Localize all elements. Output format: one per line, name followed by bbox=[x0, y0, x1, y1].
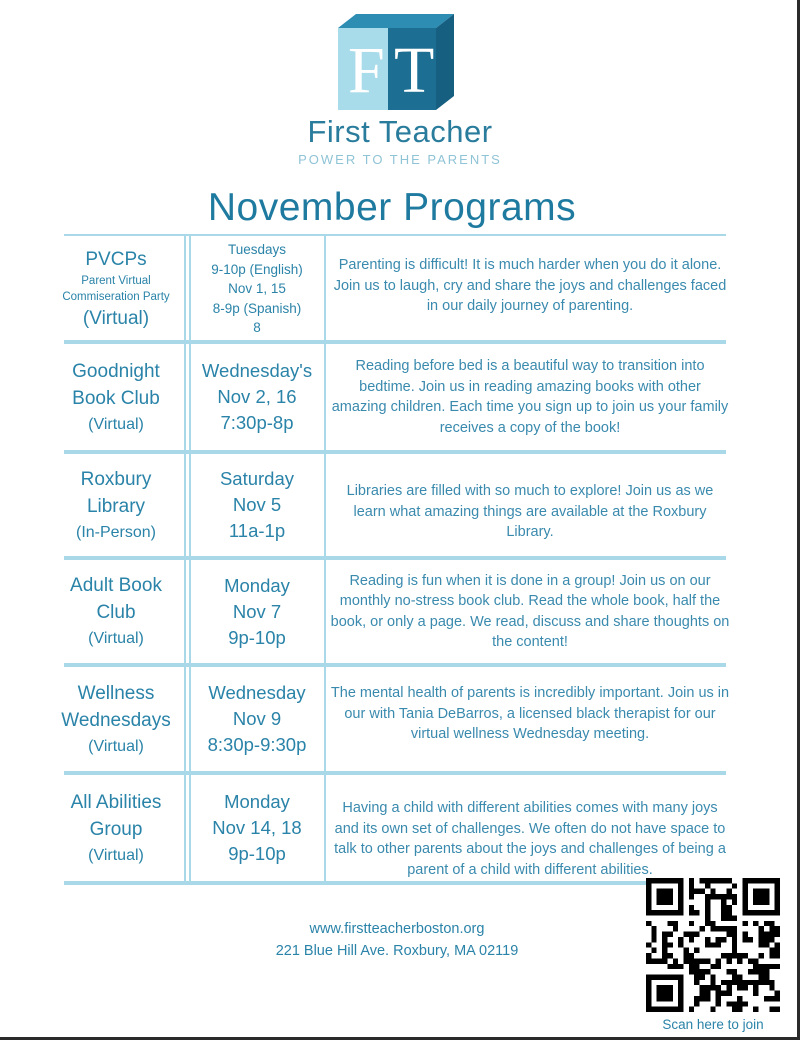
qr-module bbox=[753, 921, 758, 926]
qr-module bbox=[716, 878, 721, 883]
qr-module bbox=[732, 1007, 737, 1012]
qr-module bbox=[678, 942, 683, 947]
qr-module bbox=[726, 926, 731, 931]
qr-module bbox=[705, 969, 710, 974]
qr-module bbox=[737, 1001, 742, 1006]
qr-module bbox=[694, 932, 699, 937]
qr-module bbox=[726, 953, 731, 958]
address: 221 Blue Hill Ave. Roxbury, MA 02119 bbox=[275, 943, 519, 959]
qr-module bbox=[726, 932, 731, 937]
qr-module bbox=[732, 948, 737, 953]
qr-module bbox=[705, 937, 710, 942]
qr-module bbox=[732, 932, 737, 937]
qr-module bbox=[721, 899, 726, 904]
qr-module bbox=[775, 953, 780, 958]
qr-module bbox=[764, 937, 769, 942]
qr-module bbox=[726, 958, 731, 963]
qr-module bbox=[769, 932, 774, 937]
qr-module bbox=[737, 1007, 742, 1012]
qr-module bbox=[689, 905, 694, 910]
svg-text:T: T bbox=[394, 34, 435, 107]
qr-module bbox=[732, 916, 737, 921]
qr-module bbox=[689, 878, 694, 883]
program-name: Goodnight Book Club (Virtual) bbox=[72, 360, 160, 433]
qr-module bbox=[716, 894, 721, 899]
qr-module bbox=[694, 974, 699, 979]
qr-module bbox=[769, 953, 774, 958]
qr-module bbox=[662, 932, 667, 937]
qr-module bbox=[732, 980, 737, 985]
qr-module bbox=[742, 921, 747, 926]
qr-module bbox=[673, 921, 678, 926]
qr-module bbox=[689, 937, 694, 942]
qr-module bbox=[753, 889, 769, 905]
qr-module bbox=[646, 942, 651, 947]
qr-module bbox=[775, 991, 780, 996]
qr-module bbox=[764, 942, 769, 947]
qr-module bbox=[710, 894, 715, 899]
qr-module bbox=[732, 883, 737, 888]
qr-module bbox=[705, 985, 710, 990]
qr-module bbox=[764, 969, 769, 974]
program-description: The mental health of parents is incredibly important. Join us in our with Tania DeBarros, a licensed black therapist for our virtual wellness Wednesday meeting. bbox=[330, 685, 730, 743]
program-name: Roxbury Library (In-Person) bbox=[75, 468, 157, 541]
qr-module bbox=[694, 1001, 699, 1006]
qr-module bbox=[716, 991, 721, 996]
qr-module bbox=[759, 980, 764, 985]
qr-module bbox=[657, 889, 673, 905]
qr-module bbox=[700, 996, 705, 1001]
qr-module bbox=[775, 1007, 780, 1012]
qr-module bbox=[769, 1007, 774, 1012]
qr-module bbox=[689, 964, 694, 969]
qr-module bbox=[662, 953, 667, 958]
qr-module bbox=[726, 969, 731, 974]
qr-module bbox=[732, 942, 737, 947]
qr-module bbox=[710, 878, 715, 883]
program-description: Reading before bed is a beautiful way to transition into bedtime. Join us in reading amazing books with other amazing children. Each time you sign up to join us your family receives a copy of the book! bbox=[331, 358, 729, 436]
qr-module bbox=[769, 996, 774, 1001]
qr-module bbox=[716, 958, 721, 963]
qr-module bbox=[678, 937, 683, 942]
qr-module bbox=[764, 980, 769, 985]
svg-text:F: F bbox=[348, 34, 385, 107]
qr-module bbox=[689, 883, 694, 888]
qr-module bbox=[753, 969, 758, 974]
qr-module bbox=[721, 910, 726, 915]
qr-module bbox=[742, 953, 747, 958]
qr-module bbox=[726, 889, 731, 894]
program-description: Having a child with different abilities comes with many joys and its own set of challenges. We often do not have space to talk to other parents about the joys and challenges of being a parent of a child with different abilities. bbox=[334, 800, 726, 878]
qr-module bbox=[700, 958, 705, 963]
qr-module bbox=[667, 932, 672, 937]
qr-module bbox=[748, 980, 753, 985]
qr-module bbox=[700, 926, 705, 931]
qr-module bbox=[759, 937, 764, 942]
qr-module bbox=[759, 942, 764, 947]
qr-module bbox=[742, 937, 747, 942]
qr-module bbox=[737, 980, 742, 985]
qr-module bbox=[667, 942, 672, 947]
qr-module bbox=[651, 948, 656, 953]
qr-module bbox=[684, 948, 689, 953]
qr-module bbox=[710, 974, 715, 979]
qr-code[interactable] bbox=[646, 878, 780, 1012]
qr-caption: Scan here to join bbox=[662, 1017, 764, 1032]
program-schedule: Monday Nov 14, 18 9p-10p bbox=[212, 791, 302, 864]
qr-module bbox=[694, 910, 699, 915]
qr-module bbox=[753, 980, 758, 985]
program-name: All Abilities Group (Virtual) bbox=[70, 791, 162, 864]
qr-module bbox=[775, 932, 780, 937]
qr-module bbox=[732, 969, 737, 974]
qr-module bbox=[651, 932, 656, 937]
brand-name: First Teacher bbox=[307, 114, 493, 149]
qr-module bbox=[657, 958, 662, 963]
qr-module bbox=[689, 910, 694, 915]
qr-module bbox=[694, 958, 699, 963]
qr-module bbox=[759, 926, 764, 931]
qr-module bbox=[657, 985, 673, 1001]
qr-module bbox=[662, 948, 667, 953]
qr-module bbox=[673, 964, 678, 969]
qr-module bbox=[694, 996, 699, 1001]
qr-module bbox=[726, 905, 731, 910]
qr-module bbox=[721, 905, 726, 910]
qr-module bbox=[721, 953, 726, 958]
qr-module bbox=[753, 958, 758, 963]
qr-module bbox=[742, 932, 747, 937]
qr-module bbox=[737, 974, 742, 979]
qr-module bbox=[742, 1001, 747, 1006]
program-name: Wellness Wednesdays (Virtual) bbox=[61, 682, 171, 755]
qr-module bbox=[694, 969, 699, 974]
qr-module bbox=[775, 964, 780, 969]
qr-module bbox=[700, 974, 705, 979]
program-schedule: Monday Nov 7 9p-10p bbox=[224, 574, 290, 648]
qr-module bbox=[662, 942, 667, 947]
qr-module bbox=[742, 985, 747, 990]
program-description: Reading is fun when it is done in a group! Join us on our monthly no-stress book club. Read the whole book, half the book, or only a page. We read, discuss and share thoughts on the content! bbox=[330, 572, 730, 650]
qr-module bbox=[694, 889, 699, 894]
qr-module bbox=[721, 980, 726, 985]
program-schedule: Saturday Nov 5 11a-1p bbox=[219, 468, 295, 541]
column-divider bbox=[184, 234, 186, 884]
qr-module bbox=[748, 958, 753, 963]
qr-module bbox=[759, 932, 764, 937]
page-title: November Programs bbox=[207, 186, 577, 229]
qr-module bbox=[716, 964, 721, 969]
qr-module bbox=[716, 1001, 721, 1006]
qr-module bbox=[764, 932, 769, 937]
qr-module bbox=[726, 910, 731, 915]
qr-module bbox=[769, 948, 774, 953]
qr-module bbox=[732, 937, 737, 942]
qr-module bbox=[710, 964, 715, 969]
qr-module bbox=[705, 910, 710, 915]
qr-module bbox=[705, 996, 710, 1001]
qr-module bbox=[678, 964, 683, 969]
qr-module bbox=[689, 932, 694, 937]
qr-module bbox=[689, 953, 694, 958]
qr-module bbox=[667, 953, 672, 958]
qr-module bbox=[721, 878, 726, 883]
brand-tagline: POWER TO THE PARENTS bbox=[298, 152, 502, 167]
qr-module bbox=[764, 921, 769, 926]
qr-module bbox=[748, 937, 753, 942]
qr-module bbox=[710, 980, 715, 985]
qr-module bbox=[689, 958, 694, 963]
qr-module bbox=[689, 1007, 694, 1012]
qr-module bbox=[775, 996, 780, 1001]
column-divider bbox=[324, 234, 326, 884]
qr-module bbox=[764, 974, 769, 979]
qr-module bbox=[662, 958, 667, 963]
qr-module bbox=[667, 964, 672, 969]
contact-info bbox=[232, 918, 562, 962]
qr-module bbox=[769, 985, 774, 990]
qr-module bbox=[759, 974, 764, 979]
qr-module bbox=[753, 985, 758, 990]
qr-module bbox=[726, 894, 731, 899]
qr-module bbox=[710, 942, 715, 947]
website-link[interactable]: www.firstteacherboston.org bbox=[309, 921, 485, 937]
qr-module bbox=[700, 969, 705, 974]
qr-module bbox=[710, 889, 715, 894]
qr-module bbox=[775, 926, 780, 931]
qr-module bbox=[753, 1007, 758, 1012]
qr-module bbox=[716, 937, 721, 942]
qr-module bbox=[651, 926, 656, 931]
qr-module bbox=[737, 958, 742, 963]
qr-module bbox=[700, 985, 705, 990]
qr-module bbox=[726, 980, 731, 985]
qr-module bbox=[748, 969, 753, 974]
qr-module bbox=[753, 991, 758, 996]
qr-module bbox=[667, 921, 672, 926]
qr-module bbox=[710, 921, 715, 926]
program-schedule: Wednesday's Nov 2, 16 7:30p-8p bbox=[201, 360, 313, 433]
qr-module bbox=[700, 878, 705, 883]
program-description: Libraries are filled with so much to explore! Join us as we learn what amazing things are available at the Roxbury Library. bbox=[346, 483, 714, 541]
qr-module bbox=[705, 883, 710, 888]
qr-module bbox=[769, 926, 774, 931]
qr-module bbox=[705, 958, 710, 963]
qr-module bbox=[716, 996, 721, 1001]
qr-module bbox=[689, 889, 694, 894]
qr-module bbox=[705, 991, 710, 996]
qr-module bbox=[732, 1001, 737, 1006]
qr-module bbox=[710, 985, 715, 990]
qr-module bbox=[732, 974, 737, 979]
qr-module bbox=[700, 991, 705, 996]
qr-module bbox=[673, 958, 678, 963]
qr-module bbox=[684, 958, 689, 963]
qr-module bbox=[716, 985, 721, 990]
qr-module bbox=[753, 964, 758, 969]
qr-module bbox=[721, 937, 726, 942]
qr-module bbox=[694, 948, 699, 953]
qr-module bbox=[646, 921, 651, 926]
qr-module bbox=[775, 942, 780, 947]
qr-module bbox=[721, 926, 726, 931]
qr-module bbox=[732, 894, 737, 899]
qr-module bbox=[732, 953, 737, 958]
qr-module bbox=[684, 953, 689, 958]
qr-module bbox=[710, 926, 715, 931]
qr-module bbox=[646, 958, 651, 963]
qr-module bbox=[662, 937, 667, 942]
qr-module bbox=[705, 899, 710, 904]
table-rule bbox=[64, 234, 726, 236]
qr-module bbox=[689, 894, 694, 899]
qr-module bbox=[732, 926, 737, 931]
qr-module bbox=[705, 878, 710, 883]
qr-module bbox=[737, 953, 742, 958]
program-description: Parenting is difficult! It is much harder when you do it alone. Join us to laugh, cry and share the joys and challenges faced in our daily journey of parenting. bbox=[333, 257, 727, 315]
qr-module bbox=[726, 985, 731, 990]
qr-module bbox=[646, 953, 651, 958]
qr-module bbox=[775, 948, 780, 953]
qr-module bbox=[673, 926, 678, 931]
program-schedule: Tuesdays 9-10p (English) Nov 1, 15 8-9p (Spanish) 8 bbox=[211, 242, 303, 336]
qr-module bbox=[769, 937, 774, 942]
qr-module bbox=[759, 969, 764, 974]
qr-module bbox=[769, 980, 774, 985]
qr-module bbox=[710, 1007, 715, 1012]
qr-module bbox=[651, 937, 656, 942]
qr-module bbox=[694, 980, 699, 985]
qr-module bbox=[721, 916, 726, 921]
qr-module bbox=[726, 878, 731, 883]
qr-module bbox=[705, 894, 710, 899]
qr-module bbox=[694, 964, 699, 969]
program-name: PVCPs Parent Virtual Commiseration Party (Virtual) bbox=[62, 249, 170, 329]
qr-module bbox=[726, 1001, 731, 1006]
qr-module bbox=[737, 985, 742, 990]
qr-module bbox=[689, 921, 694, 926]
qr-module bbox=[732, 899, 737, 904]
column-divider bbox=[189, 234, 191, 884]
qr-module bbox=[726, 991, 731, 996]
qr-module bbox=[705, 916, 710, 921]
qr-module bbox=[737, 996, 742, 1001]
qr-module bbox=[705, 942, 710, 947]
first-teacher-logo bbox=[338, 14, 454, 112]
program-name: Adult Book Club (Virtual) bbox=[70, 575, 162, 647]
program-schedule: Wednesday Nov 9 8:30p-9:30p bbox=[207, 682, 307, 755]
qr-module bbox=[716, 942, 721, 947]
qr-module bbox=[700, 889, 705, 894]
qr-module bbox=[764, 964, 769, 969]
qr-module bbox=[759, 953, 764, 958]
qr-module bbox=[759, 964, 764, 969]
qr-module bbox=[769, 921, 774, 926]
qr-module bbox=[716, 926, 721, 931]
qr-module bbox=[705, 921, 710, 926]
qr-module bbox=[705, 905, 710, 910]
qr-module bbox=[684, 932, 689, 937]
qr-module bbox=[721, 991, 726, 996]
qr-module bbox=[651, 958, 656, 963]
qr-module bbox=[742, 980, 747, 985]
qr-module bbox=[769, 964, 774, 969]
qr-module bbox=[726, 916, 731, 921]
qr-module bbox=[689, 969, 694, 974]
qr-module bbox=[721, 894, 726, 899]
qr-module bbox=[764, 996, 769, 1001]
